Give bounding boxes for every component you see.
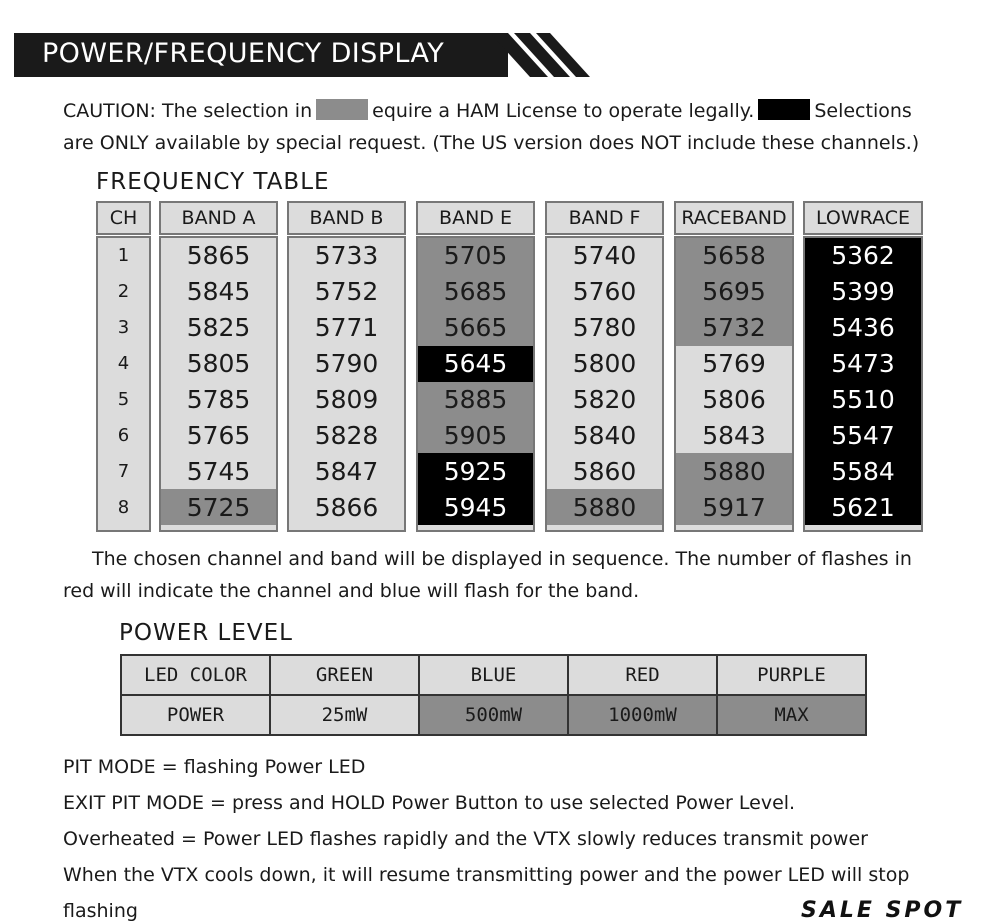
column-band-f bbox=[545, 236, 664, 532]
column-band-b bbox=[287, 236, 406, 532]
notes-list bbox=[63, 749, 909, 924]
frequency-cell: 5880 bbox=[676, 453, 792, 489]
sequence-text-line-2: red will indicate the channel and blue will flash for the band. bbox=[63, 580, 640, 602]
power-green-header: GREEN bbox=[270, 655, 419, 695]
frequency-cell: 5705 bbox=[418, 238, 533, 274]
power-purple-value: MAX bbox=[717, 695, 866, 735]
column-band-a bbox=[159, 236, 278, 532]
frequency-cell: 5733 bbox=[314, 241, 379, 271]
frequency-cell: 5645 bbox=[418, 346, 533, 382]
watermark-text: SALE SPOT bbox=[801, 898, 964, 923]
frequency-cell: 5917 bbox=[676, 489, 792, 525]
frequency-cell: 5825 bbox=[186, 313, 251, 343]
frequency-cell: 5769 bbox=[702, 349, 766, 379]
frequency-cell: 5847 bbox=[314, 456, 379, 486]
note-overheated: Overheated = Power LED flashes rapidly and the VTX slowly reduces transmit power bbox=[63, 828, 868, 850]
frequency-cell: 5809 bbox=[314, 385, 379, 414]
note-cooldown-cont: flashing bbox=[63, 900, 138, 922]
caution-text-2: equire a HAM License to operate legally. bbox=[372, 100, 755, 122]
frequency-cell: 5547 bbox=[805, 417, 921, 453]
note-cooldown: When the VTX cools down, it will resume transmitting power and the power LED will stop bbox=[63, 864, 910, 886]
power-blue-header: BLUE bbox=[419, 655, 568, 695]
frequency-cell: 5845 bbox=[186, 277, 251, 307]
header-lowrace: LOWRACE bbox=[803, 201, 923, 235]
ch-cell: 7 bbox=[117, 460, 130, 482]
caution-text-1: CAUTION: The selection in bbox=[63, 100, 313, 122]
frequency-cell: 5905 bbox=[418, 417, 533, 453]
frequency-cell: 5771 bbox=[314, 313, 379, 343]
power-red-header: RED bbox=[568, 655, 717, 695]
frequency-cell: 5828 bbox=[314, 420, 379, 450]
frequency-cell: 5945 bbox=[418, 489, 533, 525]
frequency-cell: 5436 bbox=[805, 310, 921, 346]
frequency-cell: 5843 bbox=[702, 420, 766, 450]
ch-column bbox=[96, 236, 151, 532]
power-level-table bbox=[120, 654, 867, 736]
ch-cell: 2 bbox=[117, 281, 130, 303]
power-purple-header: PURPLE bbox=[717, 655, 866, 695]
note-exit-pit-mode: EXIT PIT MODE = press and HOLD Power Button to use selected Power Level. bbox=[63, 792, 796, 814]
frequency-cell: 5805 bbox=[186, 349, 251, 379]
frequency-cell: 5584 bbox=[805, 453, 921, 489]
ham-swatch bbox=[316, 99, 368, 120]
header-band-a: BAND A bbox=[159, 201, 278, 235]
note-pit-mode: PIT MODE = flashing Power LED bbox=[63, 756, 366, 778]
header-band-e: BAND E bbox=[416, 201, 535, 235]
power-blue-value: 500mW bbox=[419, 695, 568, 735]
frequency-cell: 5780 bbox=[572, 313, 637, 343]
ch-cell: 4 bbox=[117, 353, 130, 375]
frequency-cell: 5925 bbox=[418, 453, 533, 489]
frequency-cell: 5752 bbox=[314, 277, 379, 307]
caution-line-2: are ONLY available by special request. (The US version does NOT include these channels.) bbox=[63, 132, 920, 154]
frequency-cell: 5885 bbox=[418, 382, 533, 418]
sequence-text-line-1: The chosen channel and band will be displayed in sequence. The number of flashes in bbox=[92, 548, 912, 570]
ch-cell: 1 bbox=[117, 245, 130, 267]
title-stripes-decoration bbox=[490, 33, 600, 77]
power-green-value: 25mW bbox=[270, 695, 419, 735]
watermark-logo bbox=[801, 898, 963, 923]
frequency-cell: 5820 bbox=[572, 385, 637, 414]
frequency-cell: 5621 bbox=[805, 489, 921, 525]
ch-cell: 3 bbox=[117, 317, 130, 339]
frequency-cell: 5695 bbox=[676, 274, 792, 310]
ch-header: CH bbox=[96, 201, 151, 235]
frequency-cell: 5725 bbox=[161, 489, 276, 525]
power-header-row bbox=[121, 655, 866, 695]
frequency-cell: 5685 bbox=[418, 274, 533, 310]
frequency-cell: 5658 bbox=[676, 238, 792, 274]
power-red-value: 1000mW bbox=[568, 695, 717, 735]
frequency-cell: 5362 bbox=[805, 238, 921, 274]
power-level-heading: POWER LEVEL bbox=[119, 620, 293, 646]
ch-cell: 5 bbox=[117, 389, 130, 410]
frequency-cell: 5866 bbox=[314, 492, 379, 522]
power-value-row bbox=[121, 695, 866, 735]
header-raceband: RACEBAND bbox=[674, 201, 794, 235]
frequency-table-heading: FREQUENCY TABLE bbox=[96, 169, 330, 195]
frequency-cell: 5473 bbox=[805, 346, 921, 382]
frequency-cell: 5732 bbox=[676, 310, 792, 346]
frequency-cell: 5510 bbox=[805, 382, 921, 418]
ch-cell: 8 bbox=[117, 496, 130, 518]
caution-line-1 bbox=[63, 95, 943, 127]
frequency-cell: 5860 bbox=[572, 456, 637, 486]
frequency-cell: 5865 bbox=[186, 241, 251, 271]
frequency-cell: 5765 bbox=[186, 420, 251, 450]
column-band-e bbox=[416, 236, 535, 532]
caution-text-3: Selections bbox=[814, 100, 912, 122]
frequency-cell: 5840 bbox=[572, 420, 637, 450]
frequency-cell: 5800 bbox=[572, 349, 637, 379]
power-label-header: LED COLOR bbox=[121, 655, 270, 695]
header-band-b: BAND B bbox=[287, 201, 406, 235]
frequency-cell: 5760 bbox=[572, 277, 637, 307]
ch-cell: 6 bbox=[117, 424, 130, 446]
column-lowrace bbox=[803, 236, 923, 532]
header-band-f: BAND F bbox=[545, 201, 664, 235]
page-title: POWER/FREQUENCY DISPLAY bbox=[42, 38, 445, 69]
frequency-cell: 5740 bbox=[572, 241, 637, 271]
frequency-cell: 5880 bbox=[547, 489, 662, 525]
special-swatch bbox=[758, 99, 810, 120]
column-raceband bbox=[674, 236, 794, 532]
frequency-cell: 5806 bbox=[702, 385, 766, 414]
frequency-cell: 5790 bbox=[314, 349, 379, 379]
frequency-cell: 5745 bbox=[186, 456, 251, 486]
frequency-cell: 5665 bbox=[418, 310, 533, 346]
frequency-cell: 5399 bbox=[805, 274, 921, 310]
frequency-cell: 5785 bbox=[186, 385, 251, 414]
power-label-cell: POWER bbox=[121, 695, 270, 735]
title-bar bbox=[14, 33, 508, 77]
